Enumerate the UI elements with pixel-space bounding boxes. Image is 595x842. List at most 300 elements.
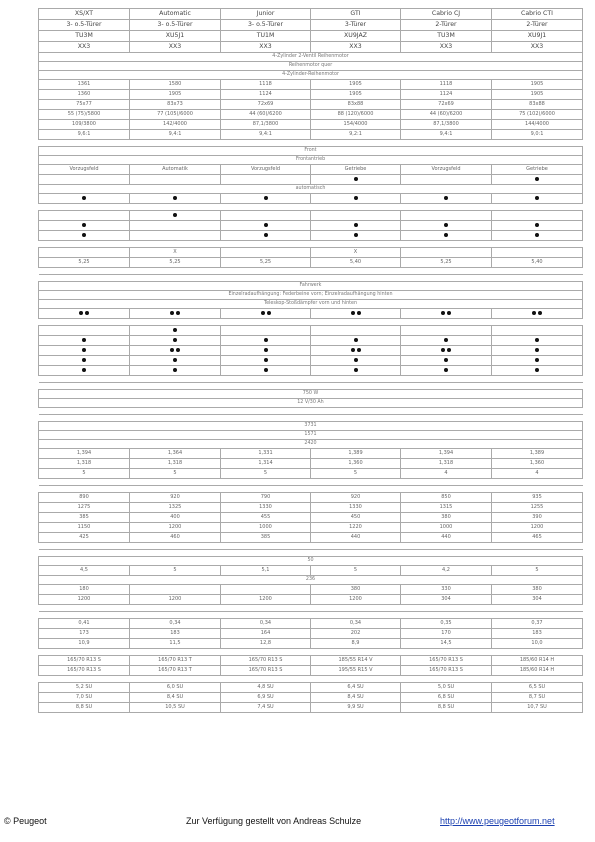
table-cell — [39, 221, 130, 231]
table-cell — [221, 211, 311, 221]
table-cell: 385 — [221, 533, 311, 543]
table-row — [39, 156, 583, 165]
table-cell — [401, 366, 492, 376]
table-row — [39, 449, 583, 459]
table-cell: 165/70 R13 S — [39, 666, 130, 676]
table-cell: TU1M — [221, 31, 311, 42]
table-cell: 9,4:1 — [130, 130, 221, 140]
table-cell — [130, 231, 221, 241]
spacer-row — [39, 649, 583, 656]
table-cell — [492, 211, 583, 221]
table-cell — [39, 356, 130, 366]
table-row — [39, 9, 583, 20]
table-cell — [130, 194, 221, 204]
table-row — [39, 282, 583, 291]
table-cell: 14,5 — [401, 639, 492, 649]
table-cell — [39, 175, 130, 185]
table-cell: Vorzugsfeld — [221, 165, 311, 175]
spacer-row — [39, 268, 583, 275]
table-cell: 460 — [130, 533, 221, 543]
table-cell — [401, 248, 492, 258]
spacer-row — [39, 543, 583, 550]
dimension-line: 1571 — [39, 431, 583, 440]
table-cell: XU9JAZ — [311, 31, 401, 42]
table-cell — [311, 366, 401, 376]
spacer-row — [39, 612, 583, 619]
table-cell: 0,37 — [492, 619, 583, 629]
table-cell: 1905 — [492, 90, 583, 100]
table-cell: 1361 — [39, 80, 130, 90]
table-cell: 380 — [401, 513, 492, 523]
table-row — [39, 175, 583, 185]
spacer-row — [39, 676, 583, 683]
table-cell — [130, 326, 221, 336]
drive-subtitle: Frontantrieb — [39, 156, 583, 165]
table-cell: 6,0 SU — [130, 683, 221, 693]
table-cell: 77 (105)/6000 — [130, 110, 221, 120]
table-cell — [492, 231, 583, 241]
spacer-row — [39, 486, 583, 493]
table-row — [39, 366, 583, 376]
table-cell: 9,6:1 — [39, 130, 130, 140]
table-cell: 1,318 — [39, 459, 130, 469]
bullet-dot — [535, 368, 539, 372]
table-cell — [39, 248, 130, 258]
table-cell: 87,1/3800 — [401, 120, 492, 130]
table-row — [39, 71, 583, 80]
bullet-dot — [535, 338, 539, 342]
spacer-cell — [39, 486, 583, 493]
table-cell: 400 — [130, 513, 221, 523]
table-cell: 6,8 SU — [401, 693, 492, 703]
bullet-dot — [444, 338, 448, 342]
spacer-row — [39, 408, 583, 415]
table-cell: 44 (60)/6200 — [401, 110, 492, 120]
table-row — [39, 165, 583, 175]
spacer-row — [39, 319, 583, 326]
table-cell: 330 — [401, 585, 492, 595]
dimension-line: 2420 — [39, 440, 583, 449]
table-cell: 1905 — [311, 80, 401, 90]
bullet-dot — [173, 328, 177, 332]
table-cell: Cabrio CJ — [401, 9, 492, 20]
bullet-dot — [82, 358, 86, 362]
bullet-dot — [535, 223, 539, 227]
table-cell: 142/4000 — [130, 120, 221, 130]
table-cell: 790 — [221, 493, 311, 503]
table-cell: 4 — [401, 469, 492, 479]
table-row — [39, 557, 583, 566]
table-cell — [221, 585, 311, 595]
table-cell — [221, 194, 311, 204]
table-cell — [492, 194, 583, 204]
dimension-line: 3731 — [39, 422, 583, 431]
table-cell — [221, 221, 311, 231]
table-cell — [221, 366, 311, 376]
table-row — [39, 326, 583, 336]
table-cell: 87,1/3800 — [221, 120, 311, 130]
table-cell — [311, 221, 401, 231]
table-cell — [130, 346, 221, 356]
table-cell: 165/70 R13 S — [401, 656, 492, 666]
bullet-dot — [267, 311, 271, 315]
bullet-dot — [447, 348, 451, 352]
bullet-dot — [444, 358, 448, 362]
table-cell — [311, 175, 401, 185]
table-cell: 5 — [221, 469, 311, 479]
table-row — [39, 20, 583, 31]
table-cell: 0,35 — [401, 619, 492, 629]
spacer-row — [39, 550, 583, 557]
spacer-cell — [39, 383, 583, 390]
table-cell: 1905 — [492, 80, 583, 90]
table-cell: XS/XT — [39, 9, 130, 20]
bullet-dot — [354, 196, 358, 200]
table-cell: XX3 — [401, 42, 492, 53]
table-cell: 83x88 — [492, 100, 583, 110]
table-row — [39, 440, 583, 449]
electrical-battery: 12 V/30 Ah — [39, 399, 583, 408]
bullet-dot — [82, 223, 86, 227]
table-cell: 9,9 SU — [311, 703, 401, 713]
table-cell: 44 (60)/6200 — [221, 110, 311, 120]
table-row — [39, 300, 583, 309]
spacer-row — [39, 204, 583, 211]
electrical-watt: 750 W — [39, 390, 583, 399]
engine-line: 4-Zylinder-Reihenmotor — [39, 71, 583, 80]
table-cell — [221, 248, 311, 258]
table-cell: 1,314 — [221, 459, 311, 469]
table-cell: 1118 — [221, 80, 311, 90]
table-cell: 185/60 R14 H — [492, 666, 583, 676]
bullet-dot — [176, 311, 180, 315]
spacer-cell — [39, 415, 583, 422]
table-cell: 8,8 SU — [39, 703, 130, 713]
table-cell — [221, 326, 311, 336]
table-cell — [221, 346, 311, 356]
bullet-dot — [79, 311, 83, 315]
table-row — [39, 533, 583, 543]
table-cell: 1200 — [221, 595, 311, 605]
table-cell: 7,0 SU — [39, 693, 130, 703]
spacer-cell — [39, 241, 583, 248]
page-footer — [0, 816, 595, 832]
table-row — [39, 431, 583, 440]
table-cell: 4 — [492, 469, 583, 479]
table-row — [39, 147, 583, 156]
table-cell: 10,0 — [492, 639, 583, 649]
table-cell: 1,364 — [130, 449, 221, 459]
table-row — [39, 231, 583, 241]
table-cell: 850 — [401, 493, 492, 503]
table-cell: 1905 — [311, 90, 401, 100]
table-cell: 8,8 SU — [401, 703, 492, 713]
table-cell: 890 — [39, 493, 130, 503]
table-cell: 1200 — [39, 595, 130, 605]
drive-auto-label: automatisch — [39, 185, 583, 194]
table-cell: Junior — [221, 9, 311, 20]
table-cell — [39, 326, 130, 336]
table-row — [39, 53, 583, 62]
bullet-dot — [354, 368, 358, 372]
bullet-dot — [354, 177, 358, 181]
table-cell — [130, 221, 221, 231]
bullet-dot — [264, 358, 268, 362]
table-cell — [130, 585, 221, 595]
table-cell: 185/55 R14 V — [311, 656, 401, 666]
table-cell: 195/55 R15 V — [311, 666, 401, 676]
fuel-sub: 236 — [39, 576, 583, 585]
bullet-dot — [82, 233, 86, 237]
table-cell: 144/4000 — [492, 120, 583, 130]
bullet-dot — [447, 311, 451, 315]
table-cell — [130, 309, 221, 319]
spacer-cell — [39, 319, 583, 326]
table-cell: 920 — [130, 493, 221, 503]
table-cell — [401, 326, 492, 336]
table-cell: 165/70 R13 S — [221, 666, 311, 676]
spacer-cell — [39, 543, 583, 550]
table-cell — [401, 194, 492, 204]
bullet-dot — [82, 348, 86, 352]
table-cell: 2-Türer — [492, 20, 583, 31]
table-cell: 1,360 — [311, 459, 401, 469]
table-cell — [39, 336, 130, 346]
table-row — [39, 639, 583, 649]
bullet-dot — [441, 311, 445, 315]
table-cell: 1000 — [221, 523, 311, 533]
table-cell — [311, 211, 401, 221]
suspension-line: Teleskop-Stoßdämpfer vorn und hinten — [39, 300, 583, 309]
table-cell: 1000 — [401, 523, 492, 533]
table-cell — [221, 231, 311, 241]
table-cell: 8,7 SU — [492, 693, 583, 703]
table-cell: 5,2 SU — [39, 683, 130, 693]
table-cell: 55 (75)/5800 — [39, 110, 130, 120]
table-cell: XU9J1 — [492, 31, 583, 42]
table-cell: 465 — [492, 533, 583, 543]
table-cell: 165/70 R13 S — [401, 666, 492, 676]
engine-line: 4-Zylinder 2-Ventil Reihenmotor — [39, 53, 583, 62]
table-cell: 9,2:1 — [311, 130, 401, 140]
table-cell: 1200 — [130, 523, 221, 533]
table-cell: 72x69 — [401, 100, 492, 110]
bullet-dot — [535, 358, 539, 362]
bullet-dot — [444, 233, 448, 237]
table-cell: 2-Türer — [401, 20, 492, 31]
bullet-dot — [535, 196, 539, 200]
table-cell: Vorzugsfeld — [401, 165, 492, 175]
bullet-dot — [357, 348, 361, 352]
table-cell: 83x73 — [130, 100, 221, 110]
spacer-row — [39, 383, 583, 390]
table-cell: 1,331 — [221, 449, 311, 459]
spacer-cell — [39, 268, 583, 275]
table-cell: Cabrio CTI — [492, 9, 583, 20]
bullet-dot — [538, 311, 542, 315]
table-cell — [221, 309, 311, 319]
table-cell: 4,2 — [401, 566, 492, 576]
table-cell: 75x77 — [39, 100, 130, 110]
table-cell: 1,394 — [401, 449, 492, 459]
spacer-row — [39, 479, 583, 486]
table-cell — [39, 231, 130, 241]
table-cell: 183 — [492, 629, 583, 639]
spacer-row — [39, 415, 583, 422]
table-row — [39, 585, 583, 595]
bullet-dot — [351, 348, 355, 352]
table-cell: 1118 — [401, 80, 492, 90]
table-cell — [130, 175, 221, 185]
table-cell: 183 — [130, 629, 221, 639]
table-row — [39, 390, 583, 399]
bullet-dot — [444, 368, 448, 372]
spacer-row — [39, 713, 583, 720]
bullet-dot — [261, 311, 265, 315]
table-cell — [311, 194, 401, 204]
table-cell: X — [311, 248, 401, 258]
table-row — [39, 656, 583, 666]
table-cell: 8,9 — [311, 639, 401, 649]
table-row — [39, 493, 583, 503]
table-cell: 5,25 — [401, 258, 492, 268]
table-cell: 1,318 — [401, 459, 492, 469]
table-cell — [492, 221, 583, 231]
table-cell: 5,40 — [492, 258, 583, 268]
table-cell: 5,1 — [221, 566, 311, 576]
table-row — [39, 683, 583, 693]
table-cell: 72x69 — [221, 100, 311, 110]
table-cell: 1200 — [311, 595, 401, 605]
table-cell: 1905 — [130, 90, 221, 100]
table-cell: 1220 — [311, 523, 401, 533]
bullet-dot — [354, 358, 358, 362]
table-cell: 202 — [311, 629, 401, 639]
table-cell: 304 — [492, 595, 583, 605]
table-cell: 10,5 SU — [130, 703, 221, 713]
table-cell: 450 — [311, 513, 401, 523]
table-cell — [401, 346, 492, 356]
table-row — [39, 422, 583, 431]
table-cell: Automatic — [130, 9, 221, 20]
table-cell — [311, 309, 401, 319]
table-row — [39, 248, 583, 258]
table-cell — [492, 309, 583, 319]
table-cell: 4,8 SU — [221, 683, 311, 693]
table-cell: 75 (102)/6000 — [492, 110, 583, 120]
table-row — [39, 62, 583, 71]
table-cell: 1275 — [39, 503, 130, 513]
table-cell: 10,9 — [39, 639, 130, 649]
bullet-dot — [351, 311, 355, 315]
table-cell: 3- o.5-Türer — [39, 20, 130, 31]
table-cell — [130, 211, 221, 221]
table-cell: 380 — [311, 585, 401, 595]
table-row — [39, 110, 583, 120]
table-cell: 0,41 — [39, 619, 130, 629]
fuel-tank: 50 — [39, 557, 583, 566]
forum-link[interactable]: http://www.peugeotforum.net — [440, 816, 555, 826]
table-cell: 440 — [311, 533, 401, 543]
bullet-dot — [535, 177, 539, 181]
table-row — [39, 80, 583, 90]
table-cell: 180 — [39, 585, 130, 595]
bullet-dot — [535, 348, 539, 352]
spacer-row — [39, 376, 583, 383]
table-cell: 6,5 SU — [492, 683, 583, 693]
table-cell — [311, 346, 401, 356]
table-row — [39, 100, 583, 110]
table-row — [39, 309, 583, 319]
table-cell: 154/4000 — [311, 120, 401, 130]
bullet-dot — [176, 348, 180, 352]
table-cell: GTI — [311, 9, 401, 20]
table-cell: Automatik — [130, 165, 221, 175]
table-cell — [130, 336, 221, 346]
table-cell: Getriebe — [492, 165, 583, 175]
table-cell: 5,25 — [221, 258, 311, 268]
table-cell: 173 — [39, 629, 130, 639]
table-cell — [492, 366, 583, 376]
credit: Zur Verfügung gestellt von Andreas Schulze — [186, 816, 362, 826]
table-row — [39, 523, 583, 533]
table-cell: 0,34 — [311, 619, 401, 629]
spacer-row — [39, 140, 583, 147]
bullet-dot — [82, 338, 86, 342]
spacer-cell — [39, 605, 583, 612]
table-row — [39, 503, 583, 513]
table-cell: 3- o.5-Türer — [130, 20, 221, 31]
table-row — [39, 31, 583, 42]
bullet-dot — [173, 196, 177, 200]
table-cell: 440 — [401, 533, 492, 543]
table-cell: 164 — [221, 629, 311, 639]
table-cell — [39, 366, 130, 376]
copyright: © Peugeot — [4, 816, 47, 826]
table-cell: 1,389 — [311, 449, 401, 459]
table-cell: 88 (120)/6000 — [311, 110, 401, 120]
table-cell: 1315 — [401, 503, 492, 513]
bullet-dot — [264, 348, 268, 352]
table-row — [39, 221, 583, 231]
table-cell: 9,4:1 — [401, 130, 492, 140]
bullet-dot — [264, 223, 268, 227]
table-cell — [492, 336, 583, 346]
table-cell: 83x88 — [311, 100, 401, 110]
table-cell: 165/70 R13 S — [39, 656, 130, 666]
table-cell — [401, 356, 492, 366]
table-cell: TU3M — [401, 31, 492, 42]
table-cell: 1255 — [492, 503, 583, 513]
spacer-cell — [39, 275, 583, 282]
suspension-line: Einzelradaufhängung: Federbeine vorn; Einzelradaufhängung hinten — [39, 291, 583, 300]
table-cell: 8,4 SU — [130, 693, 221, 703]
table-row — [39, 291, 583, 300]
table-cell: 920 — [311, 493, 401, 503]
table-cell — [39, 346, 130, 356]
table-cell: 165/70 R13 T — [130, 666, 221, 676]
table-cell: 455 — [221, 513, 311, 523]
bullet-dot — [170, 348, 174, 352]
table-row — [39, 459, 583, 469]
table-cell: 935 — [492, 493, 583, 503]
bullet-dot — [264, 196, 268, 200]
table-cell — [39, 194, 130, 204]
table-cell: 1325 — [130, 503, 221, 513]
table-cell: 425 — [39, 533, 130, 543]
table-cell: 1330 — [311, 503, 401, 513]
table-cell: 385 — [39, 513, 130, 523]
